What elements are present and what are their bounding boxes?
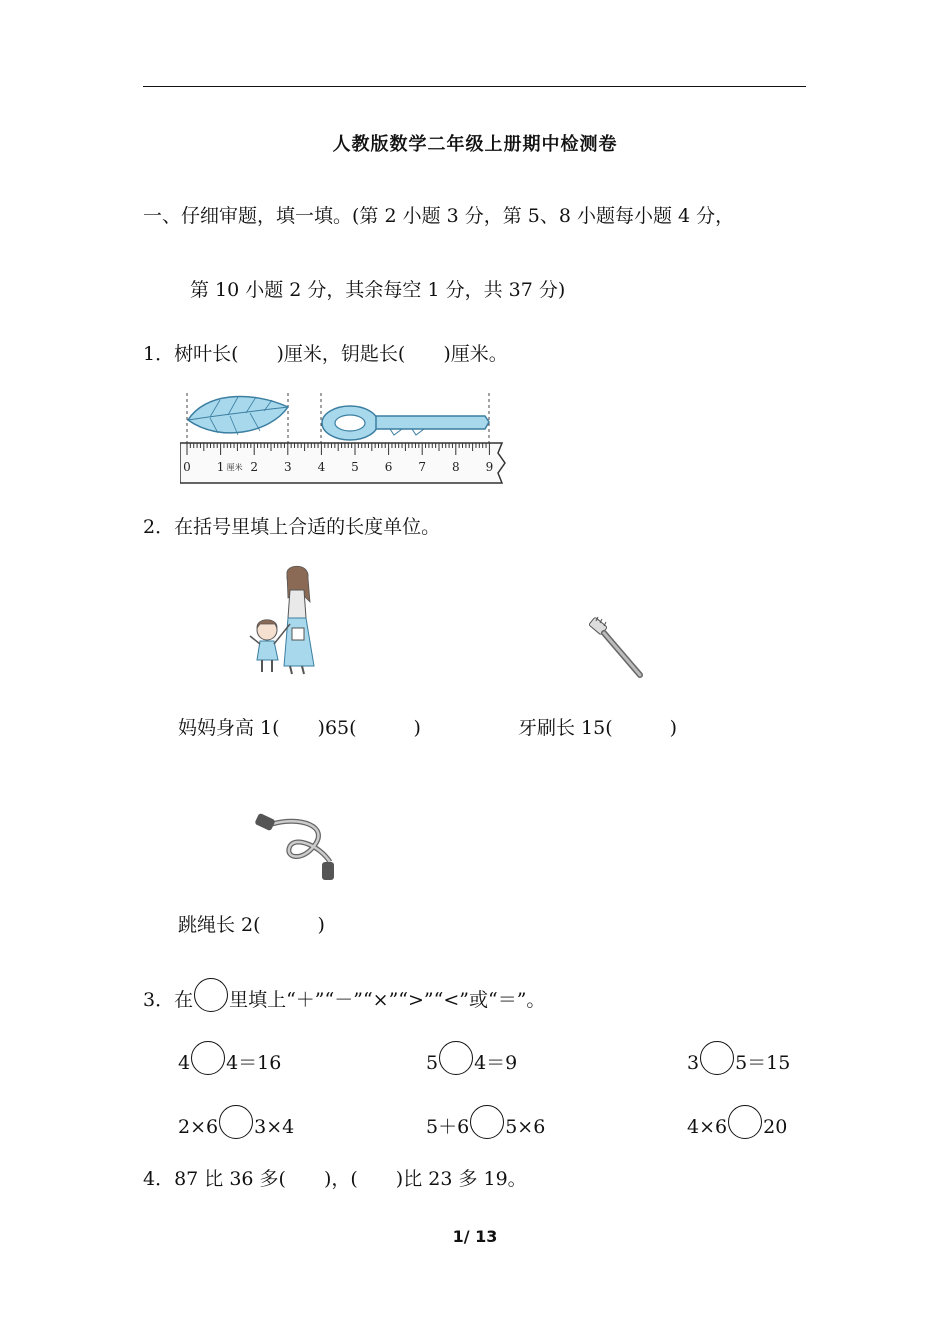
ruler-label: 1 bbox=[216, 460, 225, 474]
jump-rope-icon bbox=[250, 806, 360, 886]
answer-circle[interactable] bbox=[700, 1041, 734, 1075]
compare-left: 2×6 bbox=[178, 1116, 219, 1138]
compare-left: 5 bbox=[426, 1052, 439, 1074]
compare-left: 5＋6 bbox=[426, 1116, 470, 1138]
header-rule bbox=[143, 86, 806, 87]
answer-circle[interactable] bbox=[470, 1105, 504, 1139]
ruler-label: 6 bbox=[384, 460, 393, 474]
answer-circle[interactable] bbox=[191, 1041, 225, 1075]
page-title: 人教版数学二年级上册期中检测卷 bbox=[332, 134, 618, 155]
ruler-label: 2 bbox=[250, 460, 259, 474]
question-3-suffix: 里填上“＋”“－”“×”“>”“<”或“＝”。 bbox=[229, 989, 546, 1011]
question-2: 2．在括号里填上合适的长度单位。 bbox=[143, 516, 441, 538]
ruler-label: 8 bbox=[451, 460, 460, 474]
ruler-label: 4 bbox=[317, 460, 326, 474]
ruler-label: 3 bbox=[283, 460, 292, 474]
section1-heading-line1: 一、仔细审题，填一填。(第 2 小题 3 分，第 5、8 小题每小题 4 分， bbox=[143, 205, 735, 227]
ruler-unit-label: 厘米 bbox=[226, 463, 243, 472]
compare-item-6 bbox=[687, 1105, 787, 1141]
question-4: 4．87 比 36 多( )，( )比 23 多 19。 bbox=[143, 1168, 527, 1190]
key-icon bbox=[322, 406, 489, 440]
compare-right: 5＝15 bbox=[735, 1052, 791, 1074]
leaf-icon bbox=[188, 396, 288, 435]
compare-right: 5×6 bbox=[505, 1116, 546, 1138]
page-number: 1/ 13 bbox=[452, 1227, 498, 1246]
compare-item-1 bbox=[178, 1041, 281, 1077]
answer-circle[interactable] bbox=[219, 1105, 253, 1139]
toothbrush-length-text: 牙刷长 15( ) bbox=[518, 717, 678, 739]
ruler-label: 5 bbox=[351, 460, 359, 474]
compare-left: 3 bbox=[687, 1052, 700, 1074]
answer-circle[interactable] bbox=[728, 1105, 762, 1139]
ruler-label: 7 bbox=[418, 460, 427, 474]
answer-circle[interactable] bbox=[439, 1041, 473, 1075]
compare-right: 3×4 bbox=[254, 1116, 295, 1138]
mother-height-text: 妈妈身高 1( )65( ) bbox=[178, 717, 421, 739]
compare-left: 4 bbox=[178, 1052, 191, 1074]
compare-item-2 bbox=[426, 1041, 517, 1077]
circle-symbol-icon bbox=[194, 978, 228, 1012]
compare-item-4 bbox=[178, 1105, 294, 1141]
toothbrush-icon bbox=[586, 615, 648, 681]
ruler-label: 9 bbox=[485, 460, 494, 474]
compare-item-5 bbox=[426, 1105, 545, 1141]
ruler-figure bbox=[180, 385, 510, 487]
compare-item-3 bbox=[687, 1041, 790, 1077]
question-3 bbox=[143, 978, 545, 1014]
compare-right: 4＝9 bbox=[474, 1052, 518, 1074]
compare-left: 4×6 bbox=[687, 1116, 728, 1138]
question-1: 1．树叶长( )厘米，钥匙长( )厘米。 bbox=[143, 343, 508, 365]
ruler-label: 0 bbox=[183, 460, 191, 474]
jump-rope-length-text: 跳绳长 2( ) bbox=[178, 914, 325, 936]
section1-heading-line2: 第 10 小题 2 分，其余每空 1 分，共 37 分) bbox=[190, 279, 566, 301]
question-3-prefix: 3．在 bbox=[143, 989, 194, 1011]
compare-right: 20 bbox=[763, 1116, 788, 1138]
compare-right: 4＝16 bbox=[226, 1052, 282, 1074]
mother-child-picture bbox=[240, 562, 330, 680]
